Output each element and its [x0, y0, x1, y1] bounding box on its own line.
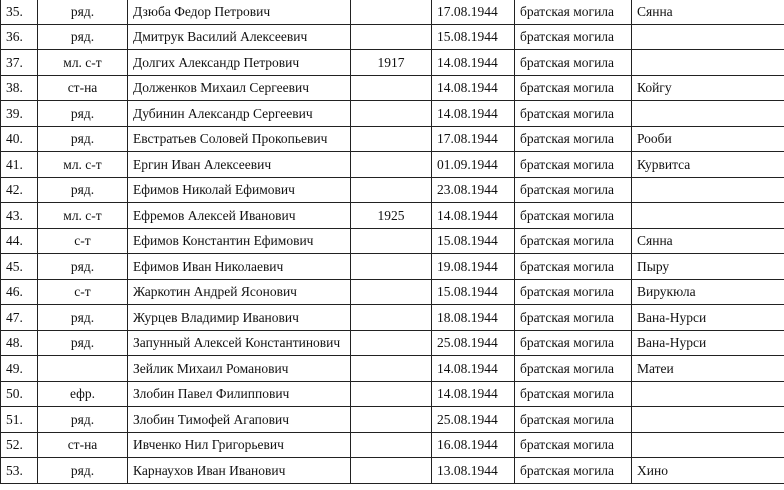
birth-year-cell [351, 458, 432, 484]
death-date-cell: 17.08.1944 [432, 126, 515, 152]
table-row [1, 101, 784, 127]
burial-type-cell: братская могила [515, 24, 632, 50]
row-number: 35. [1, 0, 38, 24]
table-row [1, 203, 784, 229]
burial-place-cell: Хино [632, 458, 784, 484]
burial-place-cell [632, 407, 784, 433]
birth-year-cell [351, 101, 432, 127]
table-row [1, 330, 784, 356]
table-row [1, 458, 784, 484]
rank-cell: ряд. [38, 126, 128, 152]
burial-place-cell: Рооби [632, 126, 784, 152]
name-cell: Долгих Александр Петрович [128, 50, 351, 76]
death-date-cell: 14.08.1944 [432, 356, 515, 382]
rank-cell: ряд. [38, 0, 128, 24]
row-number: 44. [1, 228, 38, 254]
burial-place-cell [632, 50, 784, 76]
burial-place-cell: Матеи [632, 356, 784, 382]
rank-cell: с-т [38, 279, 128, 305]
death-date-cell: 14.08.1944 [432, 101, 515, 127]
burial-place-cell [632, 177, 784, 203]
burial-type-cell: братская могила [515, 203, 632, 229]
death-date-cell: 14.08.1944 [432, 203, 515, 229]
burial-place-cell [632, 24, 784, 50]
rank-cell: с-т [38, 228, 128, 254]
table-row [1, 407, 784, 433]
burial-place-cell [632, 381, 784, 407]
rank-cell: мл. с-т [38, 152, 128, 178]
name-cell: Ефимов Константин Ефимович [128, 228, 351, 254]
table-row [1, 152, 784, 178]
rank-cell: мл. с-т [38, 203, 128, 229]
row-number: 49. [1, 356, 38, 382]
table-row [1, 305, 784, 331]
table-row [1, 279, 784, 305]
birth-year-cell [351, 152, 432, 178]
birth-year-cell [351, 254, 432, 280]
name-cell: Журцев Владимир Иванович [128, 305, 351, 331]
row-number: 39. [1, 101, 38, 127]
death-date-cell: 17.08.1944 [432, 0, 515, 24]
name-cell: Ергин Иван Алексеевич [128, 152, 351, 178]
table-row [1, 381, 784, 407]
name-cell: Злобин Павел Филиппович [128, 381, 351, 407]
birth-year-cell: 1925 [351, 203, 432, 229]
burial-type-cell: братская могила [515, 279, 632, 305]
rank-cell: ряд. [38, 254, 128, 280]
name-cell: Дмитрук Василий Алексеевич [128, 24, 351, 50]
burial-type-cell: братская могила [515, 356, 632, 382]
death-date-cell: 15.08.1944 [432, 24, 515, 50]
burial-place-cell: Сянна [632, 0, 784, 24]
row-number: 46. [1, 279, 38, 305]
row-number: 36. [1, 24, 38, 50]
table-row [1, 432, 784, 458]
row-number: 43. [1, 203, 38, 229]
rank-cell: ряд. [38, 305, 128, 331]
burial-place-cell [632, 101, 784, 127]
row-number: 53. [1, 458, 38, 484]
row-number: 40. [1, 126, 38, 152]
birth-year-cell [351, 279, 432, 305]
burial-type-cell: братская могила [515, 75, 632, 101]
table-row [1, 228, 784, 254]
birth-year-cell: 1917 [351, 50, 432, 76]
name-cell: Зейлик Михаил Романович [128, 356, 351, 382]
birth-year-cell [351, 177, 432, 203]
rank-cell: ст-на [38, 75, 128, 101]
death-date-cell: 14.08.1944 [432, 75, 515, 101]
burial-type-cell: братская могила [515, 305, 632, 331]
burial-place-cell: Пыру [632, 254, 784, 280]
burial-type-cell: братская могила [515, 254, 632, 280]
burial-type-cell: братская могила [515, 0, 632, 24]
name-cell: Запунный Алексей Константинович [128, 330, 351, 356]
name-cell: Евстратьев Соловей Прокопьевич [128, 126, 351, 152]
table-row [1, 0, 784, 24]
birth-year-cell [351, 24, 432, 50]
burial-place-cell: Вана-Нурси [632, 305, 784, 331]
burial-place-cell: Вана-Нурси [632, 330, 784, 356]
name-cell: Ефимов Иван Николаевич [128, 254, 351, 280]
death-date-cell: 18.08.1944 [432, 305, 515, 331]
death-date-cell: 25.08.1944 [432, 330, 515, 356]
burial-place-cell: Вирукюла [632, 279, 784, 305]
birth-year-cell [351, 126, 432, 152]
birth-year-cell [351, 407, 432, 433]
burial-type-cell: братская могила [515, 381, 632, 407]
death-date-cell: 01.09.1944 [432, 152, 515, 178]
row-number: 52. [1, 432, 38, 458]
name-cell: Карнаухов Иван Иванович [128, 458, 351, 484]
name-cell: Жаркотин Андрей Ясонович [128, 279, 351, 305]
row-number: 51. [1, 407, 38, 433]
burial-type-cell: братская могила [515, 177, 632, 203]
birth-year-cell [351, 0, 432, 24]
name-cell: Злобин Тимофей Агапович [128, 407, 351, 433]
burial-place-cell: Койгу [632, 75, 784, 101]
rank-cell [38, 356, 128, 382]
burial-type-cell: братская могила [515, 152, 632, 178]
birth-year-cell [351, 381, 432, 407]
burial-place-cell: Курвитса [632, 152, 784, 178]
name-cell: Ефимов Николай Ефимович [128, 177, 351, 203]
death-date-cell: 16.08.1944 [432, 432, 515, 458]
rank-cell: ряд. [38, 330, 128, 356]
death-date-cell: 23.08.1944 [432, 177, 515, 203]
row-number: 50. [1, 381, 38, 407]
death-date-cell: 13.08.1944 [432, 458, 515, 484]
burial-place-cell [632, 203, 784, 229]
table-row [1, 177, 784, 203]
table-row [1, 24, 784, 50]
rank-cell: ряд. [38, 407, 128, 433]
row-number: 38. [1, 75, 38, 101]
death-date-cell: 25.08.1944 [432, 407, 515, 433]
burial-type-cell: братская могила [515, 50, 632, 76]
name-cell: Дзюба Федор Петрович [128, 0, 351, 24]
row-number: 37. [1, 50, 38, 76]
birth-year-cell [351, 228, 432, 254]
death-date-cell: 15.08.1944 [432, 279, 515, 305]
table-row [1, 356, 784, 382]
rank-cell: мл. с-т [38, 50, 128, 76]
table-row [1, 50, 784, 76]
row-number: 47. [1, 305, 38, 331]
rank-cell: ефр. [38, 381, 128, 407]
row-number: 41. [1, 152, 38, 178]
burial-type-cell: братская могила [515, 407, 632, 433]
rank-cell: ряд. [38, 458, 128, 484]
row-number: 48. [1, 330, 38, 356]
birth-year-cell [351, 432, 432, 458]
rank-cell: ст-на [38, 432, 128, 458]
rank-cell: ряд. [38, 101, 128, 127]
name-cell: Ефремов Алексей Иванович [128, 203, 351, 229]
table-row [1, 75, 784, 101]
burial-type-cell: братская могила [515, 458, 632, 484]
rank-cell: ряд. [38, 24, 128, 50]
name-cell: Долженков Михаил Сергеевич [128, 75, 351, 101]
birth-year-cell [351, 75, 432, 101]
name-cell: Дубинин Александр Сергеевич [128, 101, 351, 127]
name-cell: Ивченко Нил Григорьевич [128, 432, 351, 458]
death-date-cell: 14.08.1944 [432, 381, 515, 407]
death-date-cell: 19.08.1944 [432, 254, 515, 280]
row-number: 42. [1, 177, 38, 203]
burial-place-cell: Сянна [632, 228, 784, 254]
table-row [1, 254, 784, 280]
rank-cell: ряд. [38, 177, 128, 203]
table-body [1, 0, 784, 483]
death-date-cell: 14.08.1944 [432, 50, 515, 76]
burial-place-cell [632, 432, 784, 458]
death-date-cell: 15.08.1944 [432, 228, 515, 254]
birth-year-cell [351, 356, 432, 382]
burial-type-cell: братская могила [515, 126, 632, 152]
burial-type-cell: братская могила [515, 228, 632, 254]
table-row [1, 126, 784, 152]
birth-year-cell [351, 305, 432, 331]
burial-type-cell: братская могила [515, 330, 632, 356]
row-number: 45. [1, 254, 38, 280]
burial-type-cell: братская могила [515, 432, 632, 458]
burial-type-cell: братская могила [515, 101, 632, 127]
birth-year-cell [351, 330, 432, 356]
